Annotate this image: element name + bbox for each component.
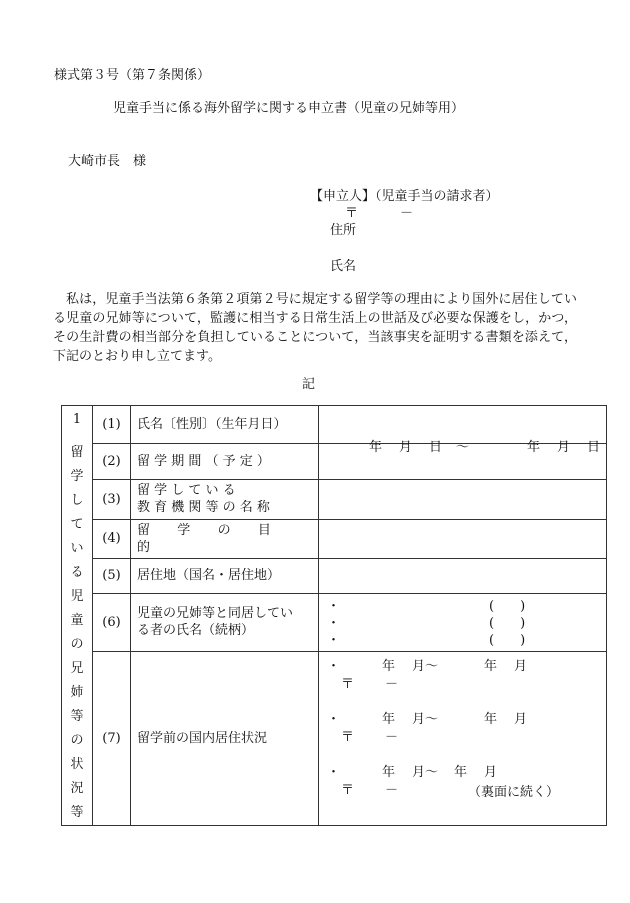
entry-month-from: 月～: [412, 711, 439, 727]
row-label-institution: [131, 479, 319, 519]
row-label-period: 留 学 期 間 （ 予 定 ）: [131, 443, 319, 479]
entry-postal-mark: 〒: [341, 676, 355, 692]
purpose-input-cell[interactable]: [319, 519, 607, 558]
entry-bullet: ・: [327, 764, 341, 780]
entry-year-end: 年: [484, 658, 498, 674]
section-label-char: 児: [70, 589, 84, 604]
row-label-purpose: 留 学 の 目 的: [131, 519, 319, 558]
entry-postal-dash: －: [385, 676, 399, 692]
row-label-name: 氏名〔性別〕（生年月日）: [131, 406, 319, 444]
entry-month-end: 月: [514, 658, 528, 674]
entry-year: 年: [382, 764, 396, 780]
period-month-start: 月: [399, 439, 413, 455]
institution-label-line1: 留 学 し て い る: [137, 483, 236, 499]
form-number: 様式第３号（第７条関係）: [54, 68, 211, 83]
section-label-char: 等: [70, 805, 84, 820]
row-number: (2): [93, 443, 131, 479]
institution-label-line2: 教 育 機 関 等 の 名 称: [137, 500, 270, 516]
cohabitant-bullet: ・: [327, 632, 341, 648]
entry-bullet: ・: [327, 658, 341, 674]
section-label-char: 童: [70, 613, 84, 628]
institution-input-cell[interactable]: [319, 479, 607, 519]
row-number: (6): [93, 593, 131, 651]
section-label-char: 等: [70, 709, 84, 724]
cohabitants-label-line2: る者の氏名（続柄）: [137, 623, 255, 639]
period-tilde: ～: [456, 439, 470, 455]
section-header-cell: [62, 406, 93, 826]
row-number: (1): [93, 406, 131, 444]
period-year-end: 年: [527, 439, 541, 455]
section-label-char: 兄: [70, 661, 84, 676]
prior-residence-input-cell[interactable]: [319, 651, 607, 825]
cohabitants-label-line1: 児童の兄姉等と同居してい: [137, 606, 294, 622]
period-month-end: 月: [557, 439, 571, 455]
entry-month-from: 月～: [412, 764, 439, 780]
cohabitant-relation-paren: ( ): [489, 632, 526, 648]
entry-year: 年: [382, 658, 396, 674]
applicant-name-label: 氏名: [330, 259, 357, 274]
entry-month-end: 月: [514, 711, 528, 727]
entry-bullet: ・: [327, 711, 341, 727]
addressee: 大崎市長 様: [68, 154, 147, 169]
cohabitants-input-cell[interactable]: [319, 593, 607, 651]
row-number: (7): [93, 651, 131, 825]
row-number: (5): [93, 559, 131, 594]
entry-postal-mark: 〒: [341, 729, 355, 745]
entry-year: 年: [382, 711, 396, 727]
applicant-postal-mark: 〒: [345, 206, 359, 221]
entry-month-from: 月～: [412, 658, 439, 674]
section-label-char: 姉: [70, 685, 84, 700]
cohabitant-relation-paren: ( ): [489, 615, 526, 631]
document-title: 児童手当に係る海外留学に関する申立書（児童の兄姉等用）: [113, 101, 465, 116]
cohabitant-bullet: ・: [327, 598, 341, 614]
section-label-char: い: [70, 541, 84, 556]
section-label-char: の: [70, 733, 84, 748]
cohabitant-bullet: ・: [327, 615, 341, 631]
section-number: 1: [72, 412, 82, 427]
section-label-char: し: [70, 493, 84, 508]
period-year-start: 年: [369, 439, 383, 455]
entry-postal-mark: 〒: [341, 782, 355, 798]
section-label-char: 状: [70, 757, 84, 772]
declaration-statement: 私は，児童手当法第６条第２項第２号に規定する留学等の理由により国外に居住している児童の兄姉等について，監護に相当する日常生活上の世話及び必要な保護をし，かつ，その生計費の相当部分を負担していることについて，当該事実を証明する書類を添えて，下記のとおり申し立てます。: [53, 292, 577, 364]
section-label-char: て: [70, 517, 84, 532]
period-day-end: 日: [587, 439, 601, 455]
applicant-heading: 【申立人】（児童手当の請求者）: [310, 189, 499, 204]
residence-input-cell[interactable]: [319, 559, 607, 594]
period-day-start: 日: [429, 439, 443, 455]
cohabitant-relation-paren: ( ): [489, 598, 526, 614]
row-label-cohabitants: [131, 593, 319, 651]
entry-postal-dash: －: [385, 782, 399, 798]
section-label-vertical: [70, 441, 84, 825]
entry-year-end: 年: [454, 764, 468, 780]
section-label-char: の: [70, 637, 84, 652]
section-label-char: 学: [70, 469, 84, 484]
applicant-address-label: 住所: [330, 223, 357, 238]
row-label-residence: 居住地（国名・居住地）: [131, 559, 319, 594]
section-label-char: 況: [70, 781, 84, 796]
row-number: (3): [93, 479, 131, 519]
study-period-cell[interactable]: [319, 439, 607, 479]
child-status-table: [61, 405, 607, 826]
entry-year-end: 年: [484, 711, 498, 727]
ki-heading: 記: [302, 377, 316, 392]
entry-postal-dash: －: [385, 729, 399, 745]
entry-month-end: 月: [484, 764, 498, 780]
section-label-char: る: [70, 565, 84, 580]
row-label-prior-residence: 留学前の国内居住状況: [131, 651, 319, 825]
row-number: (4): [93, 519, 131, 558]
continued-on-back: （裏面に続く）: [468, 785, 560, 800]
applicant-postal-dash: －: [400, 206, 414, 221]
section-label-char: 留: [70, 445, 84, 460]
